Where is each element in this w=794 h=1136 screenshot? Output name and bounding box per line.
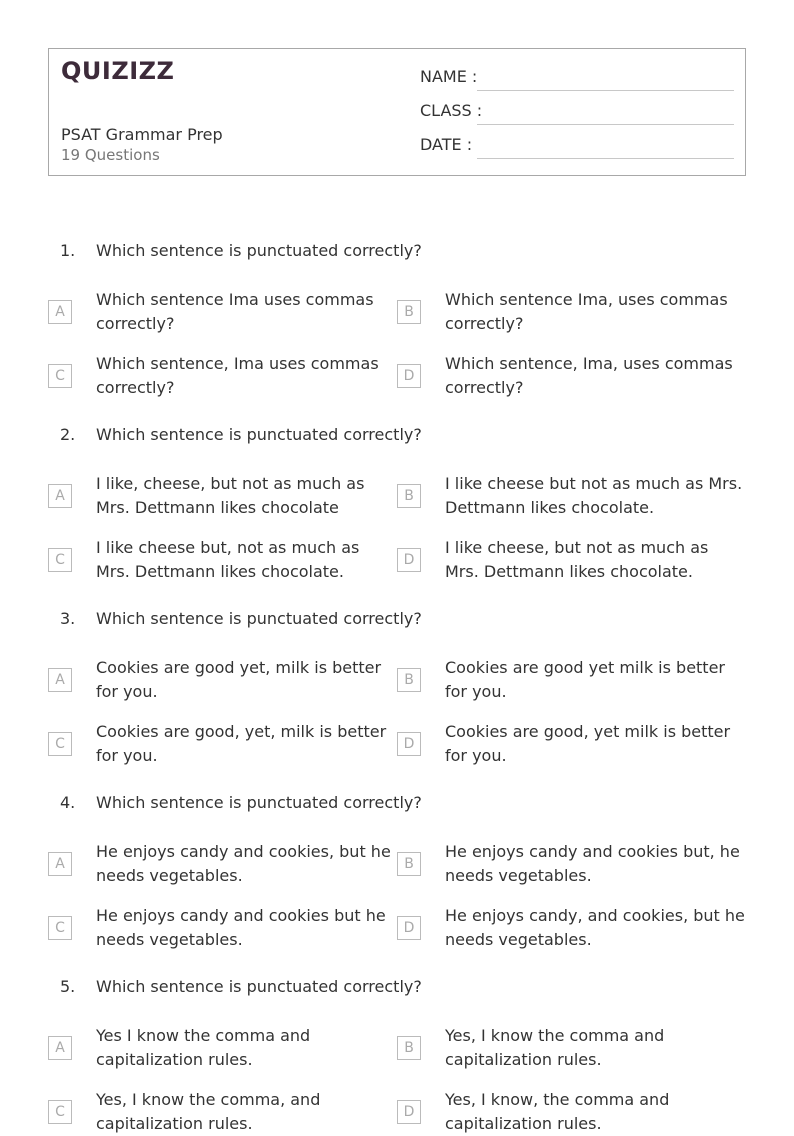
option-text: I like cheese but, not as much as Mrs. Dettmann likes chocolate. [96,538,360,581]
option-letter-box: D [397,548,421,572]
option-letter-box: B [397,852,421,876]
option-letter-box: D [397,732,421,756]
option-letter-box: C [48,364,72,388]
name-field [420,67,734,91]
option-letter-box: C [48,732,72,756]
option-text: Which sentence Ima, uses commas correctly? [445,290,728,333]
worksheet-title: PSAT Grammar Prep [61,125,223,144]
quizizz-logo: QUIZIZZ [61,57,175,85]
option-letter-box: B [397,300,421,324]
option-text: Which sentence, Ima, uses commas correctly? [445,354,733,397]
question-number: 3. [60,609,76,628]
option-letter-box: C [48,548,72,572]
option-letter-box: A [48,852,72,876]
option-text: Cookies are good yet, milk is better for you. [96,658,382,701]
question-text: Which sentence is punctuated correctly? [96,241,422,260]
option-text: I like, cheese, but not as much as Mrs. Dettmann likes chocolate [96,474,365,517]
option-text: He enjoys candy and cookies but he needs vegetables. [96,906,386,949]
name-label: NAME : [420,67,478,86]
option-letter-box: A [48,1036,72,1060]
option-text: I like cheese, but not as much as Mrs. Dettmann likes chocolate. [445,538,709,581]
question-text: Which sentence is punctuated correctly? [96,977,422,996]
option-letter-box: C [48,1100,72,1124]
question-text: Which sentence is punctuated correctly? [96,609,422,628]
question-count: 19 Questions [61,146,160,164]
option-letter-box: A [48,668,72,692]
option-letter-box: A [48,484,72,508]
class-field [420,101,734,125]
option-text: Yes, I know the comma and capitalization rules. [445,1026,665,1069]
option-text: Cookies are good yet milk is better for you. [445,658,725,701]
option-letter-box: B [397,484,421,508]
option-text: Cookies are good, yet, milk is better for you. [96,722,387,765]
option-text: Which sentence Ima uses commas correctly? [96,290,374,333]
question-number: 4. [60,793,76,812]
option-text: Yes, I know, the comma and capitalization rules. [445,1090,670,1133]
class-label: CLASS : [420,101,483,120]
option-text: He enjoys candy, and cookies, but he needs vegetables. [445,906,745,949]
option-letter-box: A [48,300,72,324]
date-field [420,135,734,159]
option-text: I like cheese but not as much as Mrs. Dettmann likes chocolate. [445,474,743,517]
option-letter-box: D [397,916,421,940]
question-text: Which sentence is punctuated correctly? [96,793,422,812]
class-line [477,124,734,125]
question-number: 1. [60,241,76,260]
option-text: He enjoys candy and cookies, but he needs vegetables. [96,842,391,885]
worksheet-header [48,48,746,176]
date-line [477,158,734,159]
option-letter-box: D [397,1100,421,1124]
option-text: Yes I know the comma and capitalization rules. [96,1026,311,1069]
option-letter-box: B [397,1036,421,1060]
question-number: 5. [60,977,76,996]
question-text: Which sentence is punctuated correctly? [96,425,422,444]
name-line [477,90,734,91]
option-letter-box: C [48,916,72,940]
option-letter-box: D [397,364,421,388]
option-text: Yes, I know the comma, and capitalization rules. [96,1090,321,1133]
option-letter-box: B [397,668,421,692]
question-number: 2. [60,425,76,444]
option-text: Cookies are good, yet milk is better for you. [445,722,731,765]
option-text: Which sentence, Ima uses commas correctly? [96,354,379,397]
date-label: DATE : [420,135,473,154]
option-text: He enjoys candy and cookies but, he needs vegetables. [445,842,740,885]
